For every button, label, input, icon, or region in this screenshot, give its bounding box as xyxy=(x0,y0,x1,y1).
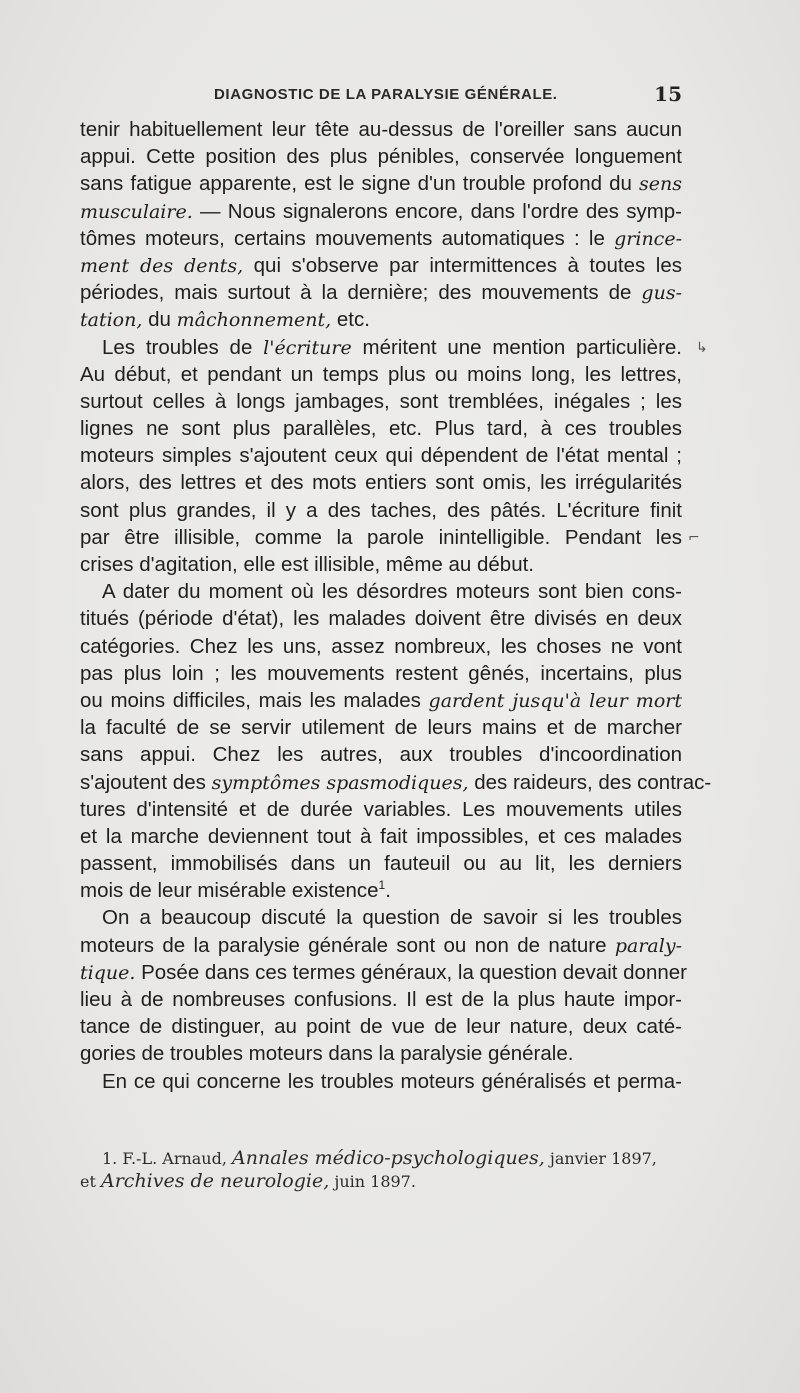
text-line: Les troubles de l'écriture méritent une mention particulière. xyxy=(102,335,682,359)
text-line: musculaire. — Nous signalerons encore, dans l'ordre des symp- xyxy=(80,199,682,223)
text-line: périodes, mais surtout à la dernière; des mouvements de gus- xyxy=(80,281,682,305)
text-line: sans appui. Chez les autres, aux troubles d'incoordination xyxy=(80,743,682,767)
text-line: et la marche deviennent tout à fait impossibles, et ces malades xyxy=(80,824,682,848)
text-line: s'ajoutent des symptômes spasmodiques, des raideurs, des contrac- xyxy=(80,770,712,794)
text-line: crises d'agitation, elle est illisible, même au début. xyxy=(80,553,535,576)
text-line: catégories. Chez les uns, assez nombreux, les choses ne vont xyxy=(80,634,682,658)
footnote-line: et Archives de neurologie, juin 1897. xyxy=(80,1170,416,1192)
text-line: lieu à de nombreuses confusions. Il est de la plus haute impor- xyxy=(80,988,682,1011)
text-line: alors, des lettres et des mots entiers sont omis, les irrégularités xyxy=(80,471,682,495)
body-text xyxy=(80,116,712,1095)
text-line: tance de distinguer, au point de vue de leur nature, deux caté- xyxy=(80,1015,682,1039)
text-line: On a beaucoup discuté la question de savoir si les troubles xyxy=(102,906,682,930)
text-line: par être illisible, comme la parole inintelligible. Pendant les xyxy=(80,525,682,549)
text-line: En ce qui concerne les troubles moteurs généralisés et perma- xyxy=(102,1069,682,1093)
text-line: gories de troubles moteurs dans la paralysie générale. xyxy=(80,1042,574,1066)
margin-mark-icon: ↳ xyxy=(696,340,708,356)
margin-mark-icon: ⌐ xyxy=(688,530,700,546)
page-number: 15 xyxy=(654,82,682,106)
text-line: titués (période d'état), les malades doivent être divisés en deux xyxy=(80,607,682,631)
text-line: tenir habituellement leur tête au-dessus de l'oreiller sans aucun xyxy=(80,118,682,141)
text-line: ou moins difficiles, mais les malades gardent jusqu'à leur mort xyxy=(80,688,682,712)
text-line: lignes ne sont plus parallèles, etc. Plus tard, à ces troubles xyxy=(80,417,682,441)
text-line: mois de leur misérable existence$^1$. xyxy=(80,878,391,903)
text-line: ment des dents, qui s'observe par intermittences à toutes les xyxy=(80,253,682,277)
text-line: moteurs de la paralysie générale sont ou non de nature paraly- xyxy=(80,933,682,957)
text-line: moteurs simples s'ajoutent ceux qui dépendent de l'état mental ; xyxy=(80,444,682,468)
text-line: A dater du moment où les désordres moteurs sont bien cons- xyxy=(102,580,682,604)
text-line: tures d'intensité et de durée variables. Les mouvements utiles xyxy=(80,797,682,821)
text-line: pas plus loin ; les mouvements restent gênés, incertains, plus xyxy=(80,661,682,685)
text-line: tique. Posée dans ces termes généraux, la question devait donner xyxy=(80,960,687,984)
text-line: sans fatigue apparente, est le signe d'un trouble profond du sens xyxy=(80,172,682,196)
text-line: surtout celles à longs jambages, sont tremblées, inégales ; les xyxy=(80,389,682,413)
text-line: tation, du mâchonnement, etc. xyxy=(80,308,370,332)
footnote-ref: 1 xyxy=(378,878,386,893)
text-line: la faculté de se servir utilement de leurs mains et de marcher xyxy=(80,716,682,740)
text-line: tômes moteurs, certains mouvements automatiques : le grince- xyxy=(80,226,682,250)
running-title: DIAGNOSTIC DE LA PARALYSIE GÉNÉRALE. xyxy=(214,86,558,103)
footnote-line: 1. F.-L. Arnaud, Annales médico-psychologiques, janvier 1897, xyxy=(102,1147,657,1169)
text-line: Au début, et pendant un temps plus ou moins long, les lettres, xyxy=(80,362,682,386)
text-line: sont plus grandes, il y a des taches, des pâtés. L'écriture finit xyxy=(80,498,682,522)
text-line: appui. Cette position des plus pénibles, conservée longuement xyxy=(80,145,682,169)
footnote xyxy=(80,1147,682,1193)
page-header xyxy=(80,82,682,110)
text-line: passent, immobilisés dans un fauteuil ou au lit, les derniers xyxy=(80,852,682,876)
